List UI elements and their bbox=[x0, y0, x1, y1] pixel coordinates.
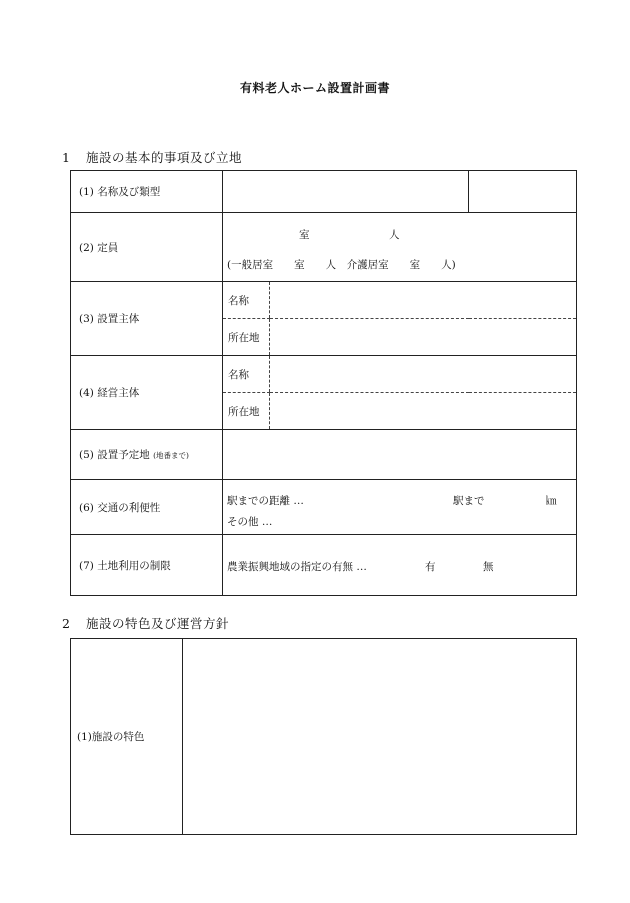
transport-other: その他 … bbox=[227, 516, 273, 528]
label-transport: (6) 交通の利便性 bbox=[71, 480, 223, 535]
row-founder-name bbox=[71, 282, 577, 319]
row-site bbox=[71, 430, 577, 480]
founder-name-label: 名称 bbox=[223, 282, 270, 319]
label-operator: (4) 経営主体 bbox=[71, 356, 223, 430]
name-type-value-cell[interactable] bbox=[223, 171, 469, 213]
land-use-no-option[interactable]: 無 bbox=[483, 561, 494, 573]
transport-station-to: 駅まで bbox=[453, 495, 485, 507]
section-2-number: 2 bbox=[62, 616, 71, 631]
row-feature bbox=[71, 639, 577, 835]
founder-address-label: 所在地 bbox=[223, 319, 270, 356]
row-capacity bbox=[71, 213, 577, 282]
row-operator-name bbox=[71, 356, 577, 393]
label-site bbox=[71, 430, 223, 480]
capacity-breakdown: (一般居室 室 人 介護居室 室 人) bbox=[227, 259, 456, 271]
feature-value-cell[interactable] bbox=[183, 639, 577, 835]
basic-info-table bbox=[70, 170, 577, 596]
capacity-people-unit: 人 bbox=[389, 229, 400, 241]
land-use-value-cell[interactable] bbox=[223, 535, 577, 596]
section-1-number: 1 bbox=[62, 150, 71, 165]
label-founder: (3) 設置主体 bbox=[71, 282, 223, 356]
label-capacity: (2) 定員 bbox=[71, 213, 223, 282]
capacity-room-unit: 室 bbox=[299, 229, 310, 241]
transport-value-cell[interactable] bbox=[223, 480, 577, 535]
row-transport bbox=[71, 480, 577, 535]
label-name-type: (1) 名称及び類型 bbox=[71, 171, 223, 213]
capacity-value-cell[interactable] bbox=[223, 213, 577, 282]
founder-address-value[interactable] bbox=[270, 319, 577, 356]
row-land-use bbox=[71, 535, 577, 596]
label-site-note: (地番まで) bbox=[153, 451, 189, 460]
feature-table bbox=[70, 638, 577, 835]
operator-address-label: 所在地 bbox=[223, 393, 270, 430]
founder-name-value[interactable] bbox=[270, 282, 577, 319]
operator-address-value[interactable] bbox=[270, 393, 577, 430]
section-1-title: 施設の基本的事項及び立地 bbox=[86, 150, 243, 165]
section-2-heading bbox=[62, 614, 229, 632]
label-land-use: (7) 土地利用の制限 bbox=[71, 535, 223, 596]
site-value-cell[interactable] bbox=[223, 430, 577, 480]
page-title: 有料老人ホーム設置計画書 bbox=[239, 81, 390, 95]
transport-distance: 駅までの距離 … bbox=[227, 495, 304, 507]
section-2-title: 施設の特色及び運営方針 bbox=[86, 616, 230, 631]
section-1-heading bbox=[62, 148, 242, 166]
transport-unit: ㎞ bbox=[546, 495, 557, 507]
row-name-type bbox=[71, 171, 577, 213]
land-use-text: 農業振興地域の指定の有無 … bbox=[227, 561, 367, 573]
operator-name-label: 名称 bbox=[223, 356, 270, 393]
type-value-cell[interactable] bbox=[469, 171, 577, 213]
operator-name-value[interactable] bbox=[270, 356, 577, 393]
label-feature: (1)施設の特色 bbox=[71, 639, 183, 835]
land-use-yes-option[interactable]: 有 bbox=[425, 561, 436, 573]
label-site-text: (5) 設置予定地 bbox=[79, 449, 150, 461]
